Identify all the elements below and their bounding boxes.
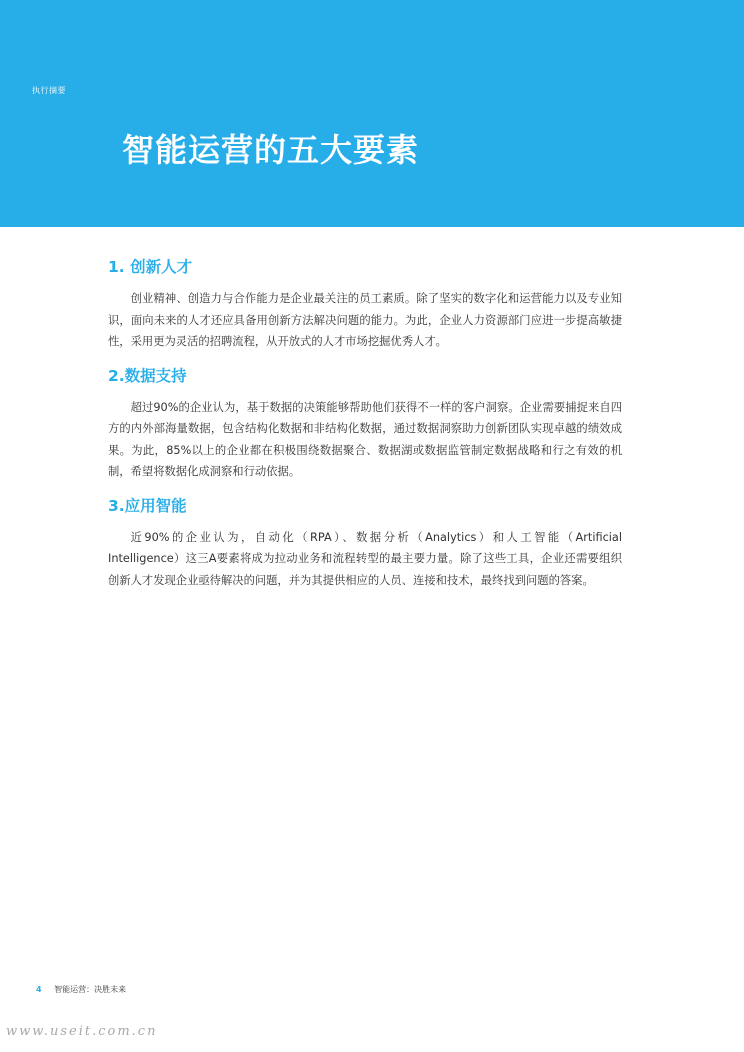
section-tag: 执行摘要 <box>32 86 66 95</box>
section-talent <box>108 256 622 353</box>
section-heading: 1. 创新人才 <box>108 258 193 276</box>
page-title: 智能运营的五大要素 <box>122 131 420 169</box>
section-paragraph: 近90%的企业认为，自动化（RPA）、数据分析（Analytics）和人工智能（Artificial Intelligence）这三A要素将成为拉动业务和流程转型的最主要力量。除了这些工具，企业还需要组织创新人才发现企业亟待解决的问题，并为其提供相应的人员、连接和技术，最终找到问题的答案。 <box>108 530 622 587</box>
section-heading: 2.数据支持 <box>108 366 187 385</box>
footer-doc-title: 智能运营：决胜未来 <box>54 985 127 994</box>
section-paragraph: 创业精神、创造力与合作能力是企业最关注的员工素质。除了坚实的数字化和运营能力以及专业知识，面向未来的人才还应具备用创新方法解决问题的能力。为此，企业人力资源部门应进一步提高敏捷性，采用更为灵活的招聘流程，从开放式的人才市场挖掘优秀人才。 <box>108 292 622 348</box>
main-content <box>108 256 622 603</box>
watermark: www.useit.com.cn <box>6 1024 158 1039</box>
page-number: 4 <box>36 985 42 994</box>
section-intelligence <box>108 495 622 592</box>
section-paragraph: 超过90%的企业认为，基于数据的决策能够帮助他们获得不一样的客户洞察。企业需要捕捉来自四方的内外部海量数据，包含结构化数据和非结构化数据，通过数据洞察助力创新团队实现卓越的绩效成果。为此，85%以上的企业都在积极围绕数据聚合、数据湖或数据监管制定数据战略和行之有效的机制，希望将数据化成洞察和行动依据。 <box>108 400 622 478</box>
header-banner <box>0 0 744 227</box>
section-data <box>108 365 622 483</box>
section-heading: 3.应用智能 <box>108 496 187 515</box>
page-footer <box>36 984 126 995</box>
